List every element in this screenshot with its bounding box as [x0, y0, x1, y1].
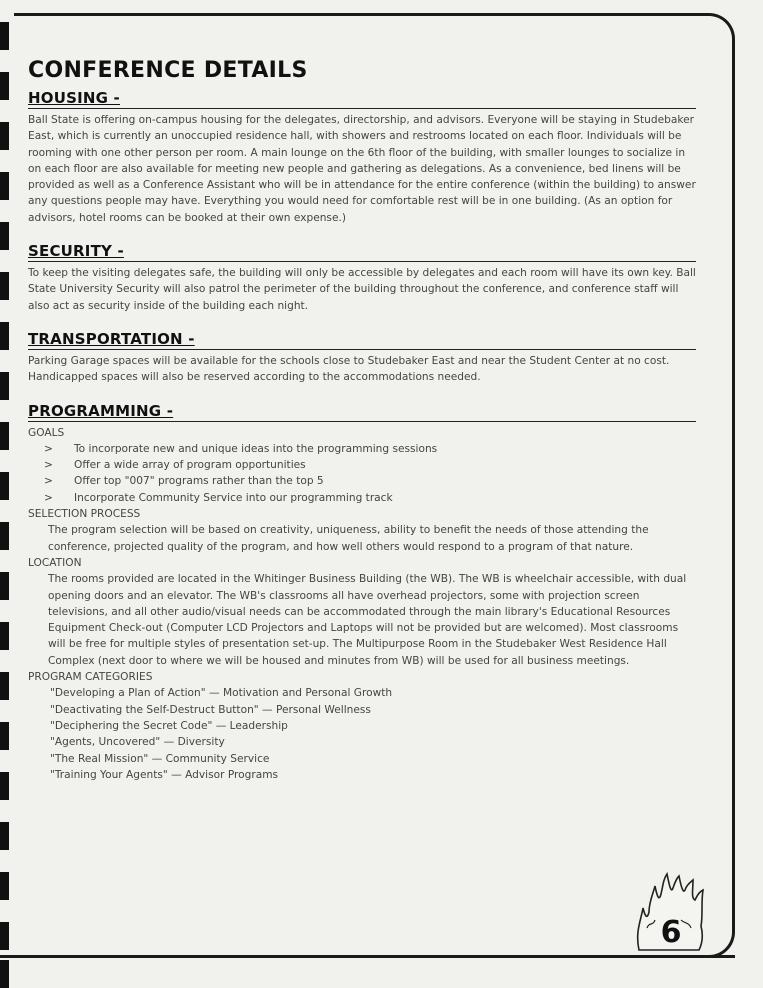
- bullet-glyph: >: [44, 442, 53, 455]
- security-heading: SECURITY -: [28, 242, 696, 262]
- bullet-glyph: >: [44, 459, 53, 472]
- selection-label: SELECTION PROCESS: [28, 508, 141, 521]
- transportation-section: [28, 330, 696, 386]
- security-text: To keep the visiting delegates safe, the building will only be accessible by delegates and each room will have its own key. Ball State University Security will also patrol the perimeter of the building throughout the conference, and conference staff will also act as security inside of the building each night.: [28, 267, 696, 312]
- security-section: [28, 242, 696, 314]
- housing-heading: HOUSING -: [28, 89, 696, 109]
- selection-text: The program selection will be based on creativity, uniqueness, ability to benefit the needs of those attending the conference, projected quality of the program, and how well others would respond to a program of that nature.: [48, 524, 649, 553]
- spiral-binding: [0, 0, 10, 984]
- categories-label: PROGRAM CATEGORIES: [28, 671, 153, 684]
- programming-heading: PROGRAMMING -: [28, 402, 696, 422]
- list-item: "Agents, Uncovered" — Diversity: [50, 736, 225, 749]
- bullet-glyph: >: [44, 475, 53, 488]
- list-item: "Deactivating the Self-Destruct Button" — Personal Wellness: [50, 703, 371, 716]
- programming-section: [28, 402, 696, 784]
- list-item: > Incorporate Community Service into our programming track: [44, 490, 696, 506]
- list-item: > Offer top "007" programs rather than the top 5: [44, 473, 696, 489]
- page-number: 6: [660, 915, 682, 950]
- list-item: "The Real Mission" — Community Service: [50, 752, 270, 765]
- location-label: LOCATION: [28, 556, 82, 569]
- list-item: "Training Your Agents" — Advisor Programs: [50, 768, 279, 781]
- list-item: > To incorporate new and unique ideas into the programming sessions: [44, 441, 696, 457]
- list-item: "Deciphering the Secret Code" — Leadership: [50, 719, 288, 732]
- page-title: CONFERENCE DETAILS: [28, 58, 308, 83]
- list-item: "Developing a Plan of Action" — Motivation and Personal Growth: [50, 687, 393, 700]
- bullet-glyph: >: [44, 491, 53, 504]
- transportation-text: Parking Garage spaces will be available for the schools close to Studebaker East and near the Student Center at no cost. Handicapped spaces will also be reserved according to the accommodations needed.: [28, 354, 670, 384]
- goals-label: GOALS: [28, 426, 65, 439]
- flame-icon: [633, 872, 705, 952]
- housing-section: [28, 89, 696, 226]
- goals-list: [28, 441, 696, 506]
- page-number-badge: [633, 872, 705, 952]
- housing-text: Ball State is offering on-campus housing for the delegates, directorship, and advisors. Everyone will be staying in Studebaker East, which is currently an unoccupied residence hall, with showers and restrooms located on each floor. Individuals will be rooming with one other person per room. A main lounge on the 6th floor of the building, with smaller lounges to socialize in on each floor are also available for meeting new people and gathering as delegations. As a convenience, bed linens will be provided as well as a Conference Assistant who will be in attendance for the entire conference (within the building) to answer any questions people may have. Everything you would need for comfortable rest will be in one building. (As an option for advisors, hotel rooms can be booked at their own expense.): [28, 114, 696, 224]
- categories-list: [28, 685, 696, 783]
- document-body: [28, 58, 696, 799]
- list-item: > Offer a wide array of program opportunities: [44, 457, 696, 473]
- location-text: The rooms provided are located in the Whitinger Business Building (the WB). The WB is wheelchair accessible, with dual opening doors and an elevator. The WB's classrooms all have overhead projectors, some with projection screen televisions, and all other audio/visual needs can be accommodated through the main library's Educational Resources Equipment Check-out (Computer LCD Projectors and Laptops will not be provided but are welcomed). Most classrooms will be free for multiple styles of presentation set-up. The Multipurpose Room in the Studebaker West Residence Hall Complex (next door to where we will be housed and minutes from WB) will be used for all business meetings.: [48, 573, 687, 667]
- transportation-heading: TRANSPORTATION -: [28, 330, 696, 350]
- page-bottom-border: [0, 955, 735, 958]
